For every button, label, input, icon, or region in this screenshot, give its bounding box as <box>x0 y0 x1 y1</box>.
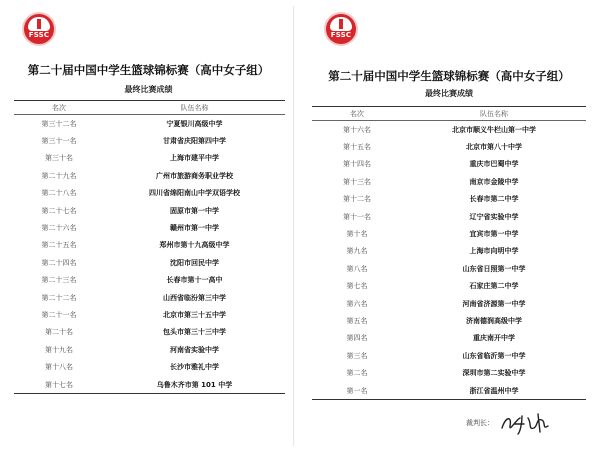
table-row <box>14 115 285 132</box>
table-row <box>14 272 285 289</box>
table-row <box>14 254 285 271</box>
table-row <box>14 150 285 167</box>
team-cell: 山东省临沂第一中学 <box>462 351 526 360</box>
table-row <box>312 208 586 225</box>
rank-cell: 第二十四名 <box>41 258 77 267</box>
rank-cell: 第十三名 <box>343 177 371 186</box>
fssc-logo-icon <box>324 12 358 46</box>
table-header <box>312 107 586 120</box>
team-cell: 广州市旅游商务职业学校 <box>156 171 233 180</box>
table-row <box>14 132 285 149</box>
rank-cell: 第二十九名 <box>41 171 77 180</box>
team-cell: 石家庄第二中学 <box>469 282 519 291</box>
table-row <box>14 376 285 393</box>
rank-cell: 第九名 <box>346 247 368 256</box>
results-table-right <box>312 106 586 400</box>
table-row <box>14 341 285 358</box>
page-subtitle: 最终比赛成绩 <box>425 89 473 98</box>
team-cell: 固原市第一中学 <box>170 206 219 215</box>
table-row <box>14 185 285 202</box>
team-cell: 北京市第三十五中学 <box>163 310 226 319</box>
table-row <box>14 306 285 323</box>
header-team: 队伍名称 <box>180 103 209 112</box>
table-row <box>312 295 586 312</box>
team-cell: 南京市金陵中学 <box>469 177 519 186</box>
rank-cell: 第二十六名 <box>41 224 77 233</box>
header-rank: 名次 <box>52 103 66 112</box>
rank-cell: 第七名 <box>346 282 368 291</box>
team-cell: 宜宾市第一中学 <box>469 230 519 239</box>
team-cell: 北京市第八十中学 <box>466 143 522 152</box>
rank-cell: 第五名 <box>346 316 368 325</box>
table-body <box>14 115 285 393</box>
rank-cell: 第四名 <box>346 334 368 343</box>
rank-cell: 第三十二名 <box>41 119 77 128</box>
rank-cell: 第二十三名 <box>41 276 77 285</box>
rank-cell: 第八名 <box>346 264 368 273</box>
table-row <box>14 324 285 341</box>
rank-cell: 第十四名 <box>343 160 371 169</box>
rank-cell: 第十六名 <box>343 125 371 134</box>
table-row <box>312 278 586 295</box>
rank-cell: 第二十二名 <box>41 293 77 302</box>
logo-emblem <box>330 17 352 31</box>
rank-cell: 第十九名 <box>45 345 73 354</box>
table-rule <box>14 393 285 394</box>
table-row <box>312 330 586 347</box>
table-header <box>14 101 285 114</box>
results-sheet-left <box>4 6 294 446</box>
page-title: 第二十届中国中学生篮球锦标赛（高中女子组） <box>328 69 570 83</box>
table-row <box>312 243 586 260</box>
rank-cell: 第十二名 <box>343 195 371 204</box>
team-cell: 山东省日照第一中学 <box>462 264 526 273</box>
rank-cell: 第十八名 <box>45 363 73 372</box>
team-cell: 乌鲁木齐市第 101 中学 <box>156 380 233 389</box>
table-row <box>312 260 586 277</box>
logo-text: FSSC <box>28 31 50 39</box>
rank-cell: 第三名 <box>346 351 368 360</box>
table-row <box>312 225 586 242</box>
fssc-logo-icon <box>22 12 56 46</box>
table-row <box>312 312 586 329</box>
team-cell: 重庆市巴蜀中学 <box>469 160 519 169</box>
team-cell: 上海市向明中学 <box>469 247 519 256</box>
rank-cell: 第六名 <box>346 299 368 308</box>
team-cell: 北京市顺义牛栏山第一中学 <box>452 125 536 134</box>
rank-cell: 第二十八名 <box>41 189 77 198</box>
rank-cell: 第二十七名 <box>41 206 77 215</box>
handwritten-signature-icon <box>498 410 554 436</box>
table-body <box>312 121 586 399</box>
table-row <box>312 347 586 364</box>
team-cell: 四川省绵阳南山中学双语学校 <box>149 189 240 198</box>
header-team: 队伍名称 <box>480 109 508 118</box>
team-cell: 河南省实验中学 <box>170 345 219 354</box>
table-row <box>312 191 586 208</box>
table-row <box>14 237 285 254</box>
results-sheet-right <box>304 6 594 446</box>
table-row <box>312 382 586 399</box>
rank-cell: 第二十名 <box>45 328 73 337</box>
rank-cell: 第二名 <box>346 369 368 378</box>
team-cell: 长春市第十一高中 <box>166 276 223 285</box>
referee-label: 裁判长： <box>466 419 494 427</box>
team-cell: 长沙市雅礼中学 <box>170 363 219 372</box>
rank-cell: 第十七名 <box>45 380 73 389</box>
team-cell: 浙江省温州中学 <box>469 386 519 395</box>
table-row <box>14 167 285 184</box>
rank-cell: 第一名 <box>346 386 368 395</box>
table-row <box>14 202 285 219</box>
rank-cell: 第二十五名 <box>41 241 77 250</box>
rank-cell: 第三十名 <box>45 154 73 163</box>
logo-emblem <box>28 17 50 31</box>
results-table-left <box>14 100 285 394</box>
table-row <box>312 173 586 190</box>
table-row <box>14 289 285 306</box>
team-cell: 河南省济源第一中学 <box>462 299 526 308</box>
team-cell: 甘肃省庆阳第四中学 <box>163 137 226 146</box>
table-row <box>312 121 586 138</box>
referee-signature-block <box>466 410 554 436</box>
team-cell: 沈阳市回民中学 <box>170 258 219 267</box>
team-cell: 重庆南开中学 <box>473 334 515 343</box>
team-cell: 辽宁省实验中学 <box>469 212 519 221</box>
page-title: 第二十届中国中学生篮球锦标赛（高中女子组） <box>27 63 270 77</box>
logo-text: FSSC <box>330 31 352 39</box>
rank-cell: 第三十一名 <box>41 137 77 146</box>
team-cell: 上海市建平中学 <box>170 154 219 163</box>
rank-cell: 第十五名 <box>343 143 371 152</box>
table-row <box>312 138 586 155</box>
team-cell: 包头市第三十三中学 <box>163 328 226 337</box>
team-cell: 宁夏银川高级中学 <box>166 119 223 128</box>
table-row <box>14 219 285 236</box>
team-cell: 山西省临汾第三中学 <box>163 293 226 302</box>
table-rule <box>312 399 586 400</box>
team-cell: 郑州市第十九高级中学 <box>159 241 230 250</box>
table-row <box>312 156 586 173</box>
header-rank: 名次 <box>350 109 364 118</box>
rank-cell: 第十一名 <box>343 212 371 221</box>
page-subtitle: 最终比赛成绩 <box>124 85 173 94</box>
team-cell: 长春市第二中学 <box>469 195 519 204</box>
team-cell: 赣州市第一中学 <box>170 224 219 233</box>
table-row <box>312 364 586 381</box>
team-cell: 济南德润高级中学 <box>466 316 522 325</box>
rank-cell: 第二十一名 <box>41 310 77 319</box>
table-row <box>14 358 285 375</box>
rank-cell: 第十名 <box>346 230 368 239</box>
team-cell: 深圳市第二实验中学 <box>462 369 526 378</box>
